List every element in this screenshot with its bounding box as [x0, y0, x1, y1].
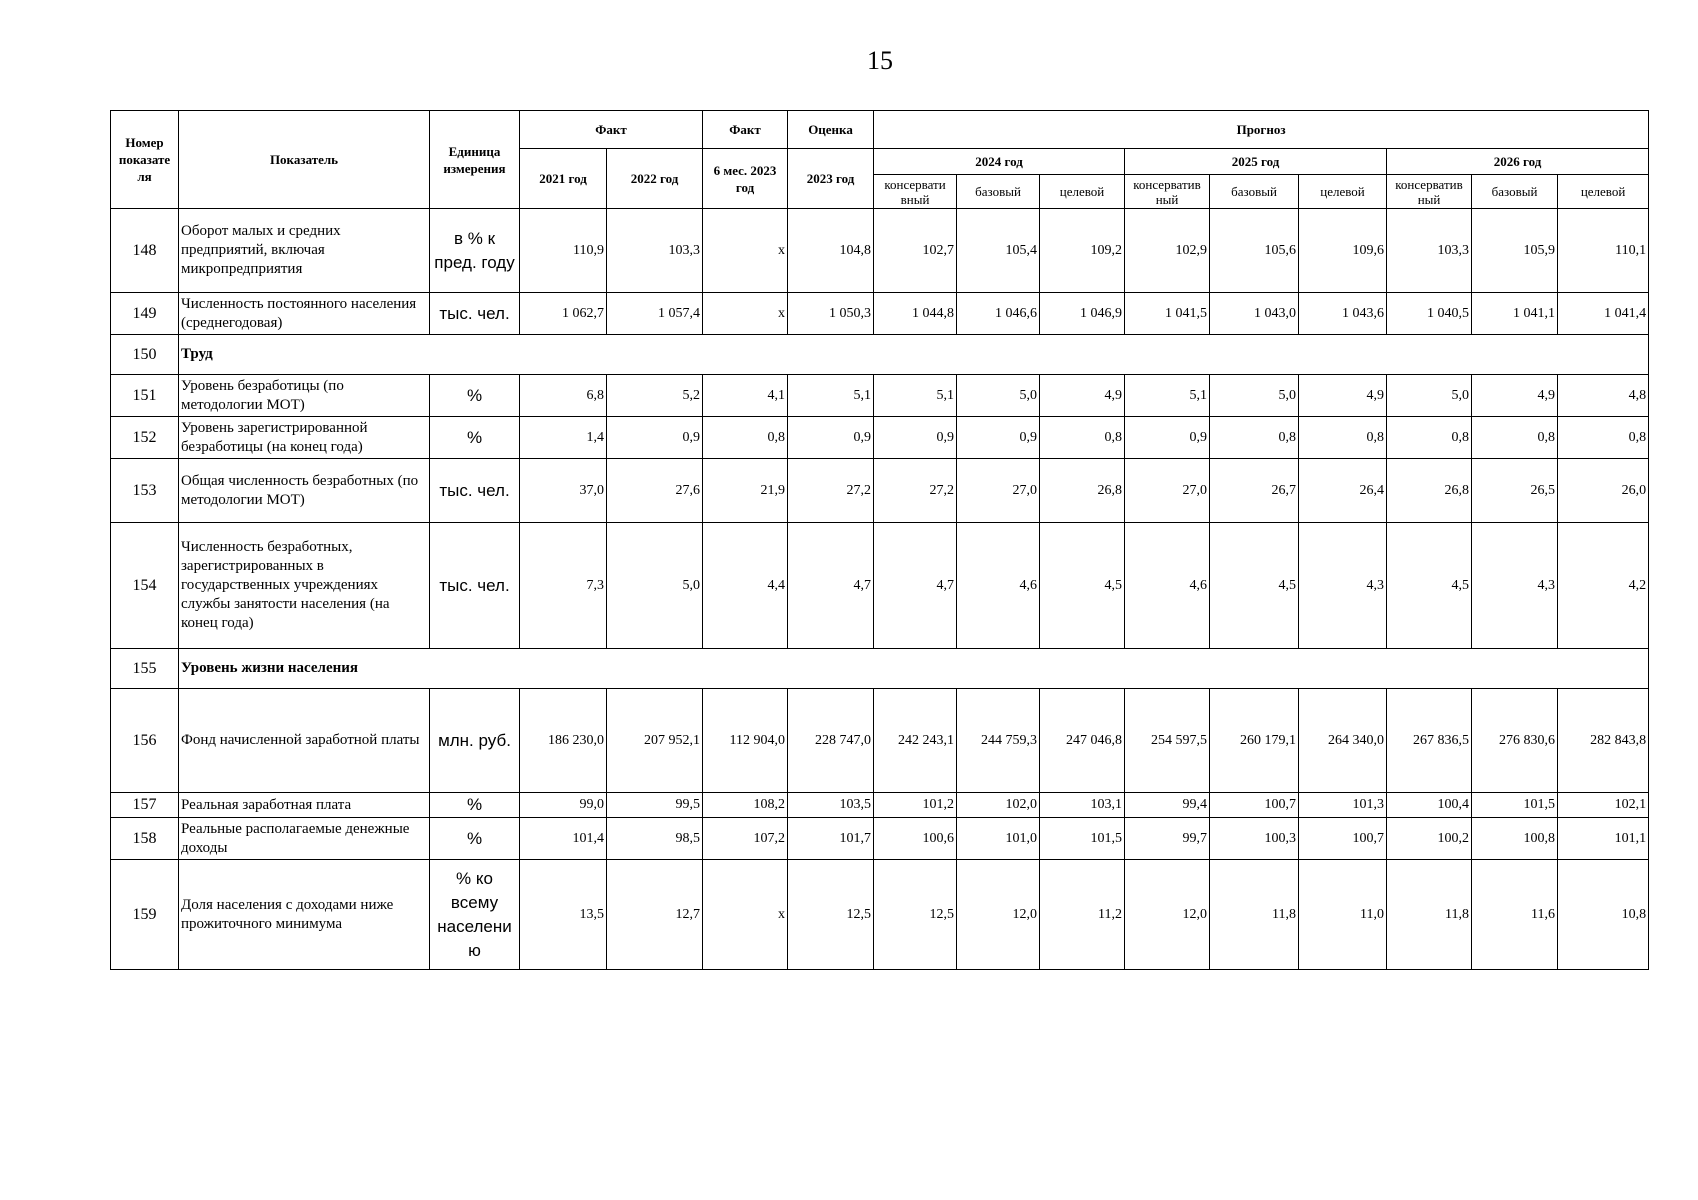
value-cell: 260 179,1 [1210, 689, 1299, 793]
table-row [111, 209, 1649, 293]
table-row [111, 375, 1649, 417]
value-cell: 282 843,8 [1558, 689, 1649, 793]
value-cell: 5,1 [1125, 375, 1210, 417]
row-number: 149 [111, 293, 179, 335]
value-cell: 100,2 [1387, 818, 1472, 860]
value-cell: 103,3 [1387, 209, 1472, 293]
value-cell: 5,0 [1387, 375, 1472, 417]
value-cell: 12,0 [957, 860, 1040, 970]
header-2021: 2021 год [520, 149, 607, 209]
value-cell: 0,9 [874, 417, 957, 459]
unit-cell: тыс. чел. [430, 293, 520, 335]
value-cell: 4,3 [1472, 523, 1558, 649]
header-estimate: Оценка [788, 111, 874, 149]
value-cell: 110,9 [520, 209, 607, 293]
value-cell: 105,6 [1210, 209, 1299, 293]
indicator-name: Уровень безработицы (по методологии МОТ) [179, 375, 430, 417]
unit-cell: тыс. чел. [430, 459, 520, 523]
row-number: 156 [111, 689, 179, 793]
value-cell: 4,5 [1387, 523, 1472, 649]
value-cell: 101,5 [1472, 793, 1558, 818]
value-cell: 10,8 [1558, 860, 1649, 970]
table-row [111, 523, 1649, 649]
table-row [111, 459, 1649, 523]
table-row [111, 793, 1649, 818]
value-cell: 1 050,3 [788, 293, 874, 335]
unit-cell: % [430, 375, 520, 417]
value-cell: 1 044,8 [874, 293, 957, 335]
value-cell: 4,2 [1558, 523, 1649, 649]
value-cell: 12,0 [1125, 860, 1210, 970]
table-header [111, 111, 1649, 209]
value-cell: 101,3 [1299, 793, 1387, 818]
value-cell: 5,1 [874, 375, 957, 417]
value-cell: 108,2 [703, 793, 788, 818]
header-2023: 2023 год [788, 149, 874, 209]
value-cell: 0,8 [1472, 417, 1558, 459]
value-cell: 4,7 [874, 523, 957, 649]
value-cell: 102,0 [957, 793, 1040, 818]
value-cell: 37,0 [520, 459, 607, 523]
value-cell: х [703, 860, 788, 970]
value-cell: х [703, 293, 788, 335]
value-cell: 100,3 [1210, 818, 1299, 860]
header-2025-base: базовый [1210, 175, 1299, 209]
header-2024: 2024 год [874, 149, 1125, 175]
value-cell: 11,6 [1472, 860, 1558, 970]
value-cell: 101,5 [1040, 818, 1125, 860]
value-cell: 104,8 [788, 209, 874, 293]
value-cell: 112 904,0 [703, 689, 788, 793]
value-cell: 0,8 [1040, 417, 1125, 459]
value-cell: 0,9 [1125, 417, 1210, 459]
value-cell: 107,2 [703, 818, 788, 860]
indicator-name: Реальная заработная плата [179, 793, 430, 818]
indicator-name: Оборот малых и средних предприятий, включая микропредприятия [179, 209, 430, 293]
header-2024-base: базовый [957, 175, 1040, 209]
value-cell: 109,6 [1299, 209, 1387, 293]
unit-cell: % [430, 417, 520, 459]
value-cell: 0,8 [1387, 417, 1472, 459]
value-cell: 264 340,0 [1299, 689, 1387, 793]
table-row [111, 689, 1649, 793]
header-2022: 2022 год [607, 149, 703, 209]
value-cell: 105,4 [957, 209, 1040, 293]
value-cell: 1 043,6 [1299, 293, 1387, 335]
header-2025-conservative: консерватив ный [1125, 175, 1210, 209]
value-cell: 99,7 [1125, 818, 1210, 860]
value-cell: 26,4 [1299, 459, 1387, 523]
value-cell: 1 057,4 [607, 293, 703, 335]
section-row [111, 649, 1649, 689]
value-cell: 186 230,0 [520, 689, 607, 793]
value-cell: 100,7 [1210, 793, 1299, 818]
indicator-name: Доля населения с доходами ниже прожиточного минимума [179, 860, 430, 970]
value-cell: 0,8 [703, 417, 788, 459]
value-cell: 103,5 [788, 793, 874, 818]
value-cell: 101,2 [874, 793, 957, 818]
row-number: 150 [111, 335, 179, 375]
indicator-name: Численность безработных, зарегистрированных в государственных учреждениях службы занятости населения (на конец года) [179, 523, 430, 649]
value-cell: 26,5 [1472, 459, 1558, 523]
value-cell: 4,9 [1040, 375, 1125, 417]
table-row [111, 818, 1649, 860]
value-cell: 98,5 [607, 818, 703, 860]
header-forecast: Прогноз [874, 111, 1649, 149]
unit-cell: в % к пред. году [430, 209, 520, 293]
unit-cell: тыс. чел. [430, 523, 520, 649]
value-cell: 102,9 [1125, 209, 1210, 293]
header-indicator: Показатель [179, 111, 430, 209]
header-2024-conservative: консервати вный [874, 175, 957, 209]
value-cell: 100,7 [1299, 818, 1387, 860]
value-cell: 228 747,0 [788, 689, 874, 793]
value-cell: 4,1 [703, 375, 788, 417]
value-cell: 99,4 [1125, 793, 1210, 818]
value-cell: 109,2 [1040, 209, 1125, 293]
value-cell: 267 836,5 [1387, 689, 1472, 793]
row-number: 155 [111, 649, 179, 689]
value-cell: 5,0 [1210, 375, 1299, 417]
unit-cell: % ко всему населени ю [430, 860, 520, 970]
indicator-name: Реальные располагаемые денежные доходы [179, 818, 430, 860]
value-cell: 27,2 [874, 459, 957, 523]
header-unit: Единица измерения [430, 111, 520, 209]
value-cell: 26,0 [1558, 459, 1649, 523]
section-title: Труд [179, 335, 1649, 375]
value-cell: х [703, 209, 788, 293]
value-cell: 1 046,6 [957, 293, 1040, 335]
value-cell: 207 952,1 [607, 689, 703, 793]
value-cell: 5,1 [788, 375, 874, 417]
value-cell: 1 041,4 [1558, 293, 1649, 335]
value-cell: 4,5 [1040, 523, 1125, 649]
value-cell: 12,5 [788, 860, 874, 970]
value-cell: 27,0 [957, 459, 1040, 523]
table-row [111, 293, 1649, 335]
table-row [111, 417, 1649, 459]
header-2026-base: базовый [1472, 175, 1558, 209]
value-cell: 276 830,6 [1472, 689, 1558, 793]
value-cell: 244 759,3 [957, 689, 1040, 793]
value-cell: 102,7 [874, 209, 957, 293]
header-fact-2: Факт [703, 111, 788, 149]
value-cell: 5,2 [607, 375, 703, 417]
value-cell: 101,4 [520, 818, 607, 860]
value-cell: 103,1 [1040, 793, 1125, 818]
header-2026-target: целевой [1558, 175, 1649, 209]
row-number: 153 [111, 459, 179, 523]
value-cell: 100,6 [874, 818, 957, 860]
value-cell: 11,0 [1299, 860, 1387, 970]
section-row [111, 335, 1649, 375]
value-cell: 26,8 [1387, 459, 1472, 523]
value-cell: 110,1 [1558, 209, 1649, 293]
indicators-table [110, 110, 1649, 970]
value-cell: 4,5 [1210, 523, 1299, 649]
value-cell: 5,0 [607, 523, 703, 649]
page-number: 15 [867, 46, 893, 75]
value-cell: 26,8 [1040, 459, 1125, 523]
row-number: 159 [111, 860, 179, 970]
value-cell: 101,0 [957, 818, 1040, 860]
header-fact: Факт [520, 111, 703, 149]
value-cell: 11,2 [1040, 860, 1125, 970]
value-cell: 21,9 [703, 459, 788, 523]
table-row [111, 860, 1649, 970]
value-cell: 12,5 [874, 860, 957, 970]
value-cell: 102,1 [1558, 793, 1649, 818]
value-cell: 105,9 [1472, 209, 1558, 293]
value-cell: 101,7 [788, 818, 874, 860]
row-number: 148 [111, 209, 179, 293]
value-cell: 247 046,8 [1040, 689, 1125, 793]
value-cell: 4,8 [1558, 375, 1649, 417]
value-cell: 0,8 [1210, 417, 1299, 459]
unit-cell: % [430, 818, 520, 860]
value-cell: 11,8 [1210, 860, 1299, 970]
indicator-name: Общая численность безработных (по методологии МОТ) [179, 459, 430, 523]
value-cell: 101,1 [1558, 818, 1649, 860]
value-cell: 4,6 [957, 523, 1040, 649]
row-number: 154 [111, 523, 179, 649]
value-cell: 254 597,5 [1125, 689, 1210, 793]
value-cell: 1 046,9 [1040, 293, 1125, 335]
header-2026: 2026 год [1387, 149, 1649, 175]
value-cell: 7,3 [520, 523, 607, 649]
value-cell: 1 062,7 [520, 293, 607, 335]
value-cell: 100,4 [1387, 793, 1472, 818]
value-cell: 0,8 [1558, 417, 1649, 459]
value-cell: 0,8 [1299, 417, 1387, 459]
value-cell: 1 041,5 [1125, 293, 1210, 335]
value-cell: 27,6 [607, 459, 703, 523]
value-cell: 6,8 [520, 375, 607, 417]
row-number: 158 [111, 818, 179, 860]
row-number: 152 [111, 417, 179, 459]
section-title: Уровень жизни населения [179, 649, 1649, 689]
value-cell: 99,0 [520, 793, 607, 818]
header-2024-target: целевой [1040, 175, 1125, 209]
header-6m-2023: 6 мес. 2023 год [703, 149, 788, 209]
value-cell: 242 243,1 [874, 689, 957, 793]
value-cell: 12,7 [607, 860, 703, 970]
value-cell: 1 043,0 [1210, 293, 1299, 335]
table-body [111, 209, 1649, 970]
value-cell: 4,6 [1125, 523, 1210, 649]
value-cell: 99,5 [607, 793, 703, 818]
value-cell: 11,8 [1387, 860, 1472, 970]
indicator-name: Фонд начисленной заработной платы [179, 689, 430, 793]
header-num: Номер показате ля [111, 111, 179, 209]
value-cell: 0,9 [607, 417, 703, 459]
row-number: 157 [111, 793, 179, 818]
header-2025-target: целевой [1299, 175, 1387, 209]
unit-cell: % [430, 793, 520, 818]
row-number: 151 [111, 375, 179, 417]
indicator-name: Уровень зарегистрированной безработицы (на конец года) [179, 417, 430, 459]
value-cell: 1,4 [520, 417, 607, 459]
indicator-name: Численность постоянного населения (среднегодовая) [179, 293, 430, 335]
value-cell: 103,3 [607, 209, 703, 293]
value-cell: 26,7 [1210, 459, 1299, 523]
value-cell: 1 040,5 [1387, 293, 1472, 335]
value-cell: 0,9 [957, 417, 1040, 459]
value-cell: 13,5 [520, 860, 607, 970]
value-cell: 4,3 [1299, 523, 1387, 649]
value-cell: 1 041,1 [1472, 293, 1558, 335]
unit-cell: млн. руб. [430, 689, 520, 793]
value-cell: 27,0 [1125, 459, 1210, 523]
value-cell: 0,9 [788, 417, 874, 459]
value-cell: 27,2 [788, 459, 874, 523]
value-cell: 100,8 [1472, 818, 1558, 860]
value-cell: 4,4 [703, 523, 788, 649]
value-cell: 4,9 [1299, 375, 1387, 417]
value-cell: 5,0 [957, 375, 1040, 417]
value-cell: 4,9 [1472, 375, 1558, 417]
header-2026-conservative: консерватив ный [1387, 175, 1472, 209]
value-cell: 4,7 [788, 523, 874, 649]
header-2025: 2025 год [1125, 149, 1387, 175]
